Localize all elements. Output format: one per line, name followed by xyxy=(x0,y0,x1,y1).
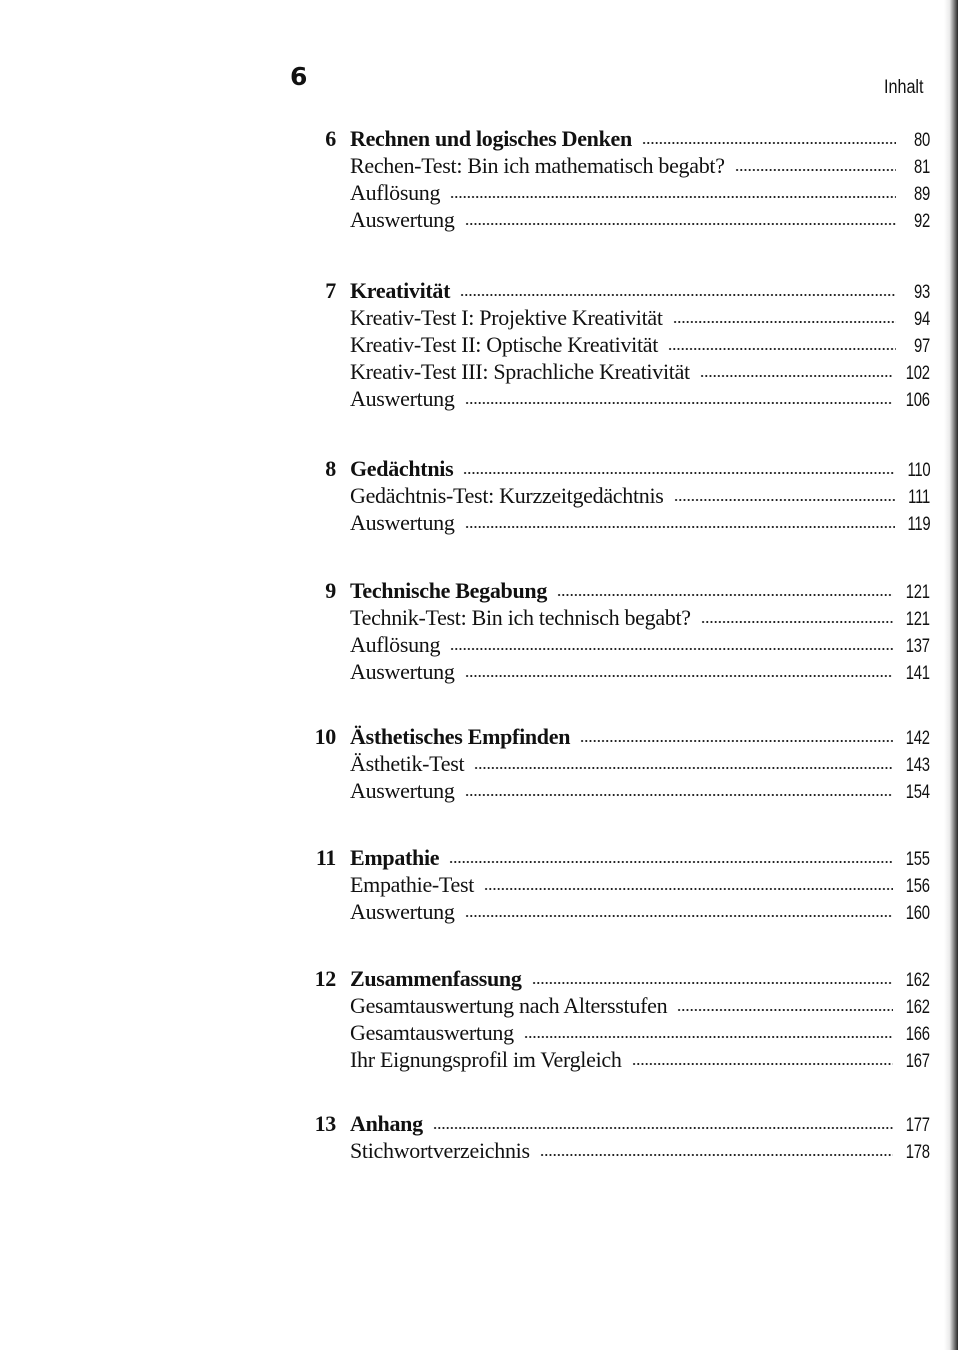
toc-entry[interactable] xyxy=(300,898,930,925)
entry-title: Kreativ-Test I: Projektive Kreativität xyxy=(350,305,663,330)
dot-leader xyxy=(463,471,894,475)
page-reference: 142 xyxy=(905,728,930,749)
toc-entry[interactable] xyxy=(300,604,930,631)
page-edge-shadow xyxy=(944,0,958,1350)
toc-entry[interactable] xyxy=(300,658,930,685)
toc-chapter-heading[interactable] xyxy=(300,455,930,482)
page-reference: 162 xyxy=(905,970,930,991)
toc-entry[interactable] xyxy=(300,179,930,206)
toc-entry[interactable] xyxy=(300,358,930,385)
entry-title: Ästhetik-Test xyxy=(350,751,465,776)
toc-chapter-10 xyxy=(300,723,930,804)
toc-entry[interactable] xyxy=(300,509,930,536)
toc-entry[interactable] xyxy=(300,750,930,777)
toc-entry[interactable] xyxy=(300,1019,930,1046)
dot-leader xyxy=(465,525,895,529)
page-reference: 94 xyxy=(913,309,930,330)
dot-leader xyxy=(460,293,896,297)
toc-chapter-heading[interactable] xyxy=(300,125,930,152)
page-reference: 81 xyxy=(913,157,930,178)
page-reference: 178 xyxy=(905,1142,930,1163)
entry-title: Ihr Eignungsprofil im Vergleich xyxy=(350,1047,622,1072)
dot-leader xyxy=(449,860,893,864)
toc-entry[interactable] xyxy=(300,777,930,804)
toc-chapter-11 xyxy=(300,844,930,925)
dot-leader xyxy=(632,1062,894,1066)
entry-title: Gesamtauswertung xyxy=(350,1020,514,1045)
dot-leader xyxy=(474,766,893,770)
page-reference: 102 xyxy=(905,363,930,384)
page-reference: 89 xyxy=(913,184,930,205)
entry-title: Gedächtnis-Test: Kurzzeitgedächtnis xyxy=(350,483,664,508)
page-reference: 92 xyxy=(913,211,930,232)
chapter-number: 8 xyxy=(325,456,336,481)
dot-leader xyxy=(677,1008,893,1012)
chapter-title: Empathie xyxy=(350,845,440,870)
toc-chapter-heading[interactable] xyxy=(300,577,930,604)
entry-title: Technik-Test: Bin ich technisch begabt? xyxy=(350,605,691,630)
toc-chapter-12 xyxy=(300,965,930,1073)
toc-chapter-heading[interactable] xyxy=(300,965,930,992)
dot-leader xyxy=(465,793,894,797)
entry-title: Auswertung xyxy=(350,899,455,924)
page-reference: 80 xyxy=(913,130,930,151)
toc-chapter-heading[interactable] xyxy=(300,277,930,304)
toc-chapter-heading[interactable] xyxy=(300,723,930,750)
toc-entry[interactable] xyxy=(300,152,930,179)
page-reference: 143 xyxy=(905,755,930,776)
toc-entry[interactable] xyxy=(300,1046,930,1073)
dot-leader xyxy=(701,620,893,624)
entry-title: Kreativ-Test II: Optische Kreativität xyxy=(350,332,659,357)
toc-entry[interactable] xyxy=(300,482,930,509)
entry-title: Auswertung xyxy=(350,207,455,232)
dot-leader xyxy=(465,914,894,918)
dot-leader xyxy=(673,320,896,324)
dot-leader xyxy=(700,374,893,378)
chapter-number: 13 xyxy=(314,1111,336,1136)
page-reference: 110 xyxy=(907,460,930,481)
chapter-number: 7 xyxy=(325,278,336,303)
toc-chapter-7 xyxy=(300,277,930,412)
toc-chapter-9 xyxy=(300,577,930,685)
entry-title: Rechen-Test: Bin ich mathematisch begabt? xyxy=(350,153,725,178)
page-reference: 156 xyxy=(905,876,930,897)
page-reference: 121 xyxy=(905,582,930,603)
page-number: 6 xyxy=(290,62,308,91)
dot-leader xyxy=(465,674,894,678)
entry-title: Empathie-Test xyxy=(350,872,475,897)
dot-leader xyxy=(465,401,894,405)
chapter-title: Gedächtnis xyxy=(350,456,454,481)
toc-chapter-8 xyxy=(300,455,930,536)
dot-leader xyxy=(524,1035,893,1039)
entry-title: Gesamtauswertung nach Altersstufen xyxy=(350,993,668,1018)
dot-leader xyxy=(540,1153,893,1157)
page-reference: 166 xyxy=(905,1024,930,1045)
entry-title: Stichwortverzeichnis xyxy=(350,1138,530,1163)
chapter-title: Zusammenfassung xyxy=(350,966,522,991)
toc-entry[interactable] xyxy=(300,631,930,658)
entry-title: Auswertung xyxy=(350,659,455,684)
chapter-number: 12 xyxy=(314,966,336,991)
toc-chapter-6 xyxy=(300,125,930,233)
chapter-title: Rechnen und logisches Denken xyxy=(350,126,632,151)
dot-leader xyxy=(532,981,894,985)
entry-title: Kreativ-Test III: Sprachliche Kreativität xyxy=(350,359,690,384)
page-reference: 162 xyxy=(905,997,930,1018)
entry-title: Auswertung xyxy=(350,510,455,535)
chapter-title: Technische Begabung xyxy=(350,578,548,603)
dot-leader xyxy=(642,141,896,145)
entry-title: Auflösung xyxy=(350,632,441,657)
chapter-number: 9 xyxy=(325,578,336,603)
entry-title: Auswertung xyxy=(350,778,455,803)
dot-leader xyxy=(674,498,896,502)
dot-leader xyxy=(450,195,896,199)
dot-leader xyxy=(557,593,893,597)
chapter-number: 6 xyxy=(325,126,336,151)
page-reference: 167 xyxy=(905,1051,930,1072)
page-reference: 160 xyxy=(905,903,930,924)
entry-title: Auflösung xyxy=(350,180,441,205)
chapter-title: Anhang xyxy=(350,1111,423,1136)
toc-chapter-heading[interactable] xyxy=(300,1110,930,1137)
page-reference: 121 xyxy=(905,609,930,630)
page-reference: 141 xyxy=(905,663,930,684)
dot-leader xyxy=(580,739,893,743)
page-reference: 137 xyxy=(905,636,930,657)
toc-entry[interactable] xyxy=(300,304,930,331)
dot-leader xyxy=(433,1126,893,1130)
dot-leader xyxy=(735,168,896,172)
dot-leader xyxy=(450,647,893,651)
toc-entry[interactable] xyxy=(300,385,930,412)
entry-title: Auswertung xyxy=(350,386,455,411)
chapter-number: 11 xyxy=(315,845,336,870)
page-reference: 97 xyxy=(913,336,930,357)
page-reference: 155 xyxy=(905,849,930,870)
dot-leader xyxy=(465,222,896,226)
page-reference: 111 xyxy=(908,487,930,508)
toc-chapter-heading[interactable] xyxy=(300,844,930,871)
toc-entry[interactable] xyxy=(300,871,930,898)
page-reference: 106 xyxy=(905,390,930,411)
toc-chapter-13 xyxy=(300,1110,930,1164)
chapter-title: Kreativität xyxy=(350,278,451,303)
toc-entry[interactable] xyxy=(300,992,930,1019)
page-reference: 93 xyxy=(913,282,930,303)
toc-entry[interactable] xyxy=(300,1137,930,1164)
page-reference: 154 xyxy=(905,782,930,803)
chapter-title: Ästhetisches Empfinden xyxy=(350,724,571,749)
toc-entry[interactable] xyxy=(300,331,930,358)
chapter-number: 10 xyxy=(314,724,336,749)
dot-leader xyxy=(484,887,893,891)
toc-entry[interactable] xyxy=(300,206,930,233)
page-reference: 177 xyxy=(905,1115,930,1136)
dot-leader xyxy=(668,347,896,351)
running-header: Inhalt xyxy=(884,77,924,98)
page-reference: 119 xyxy=(907,514,930,535)
